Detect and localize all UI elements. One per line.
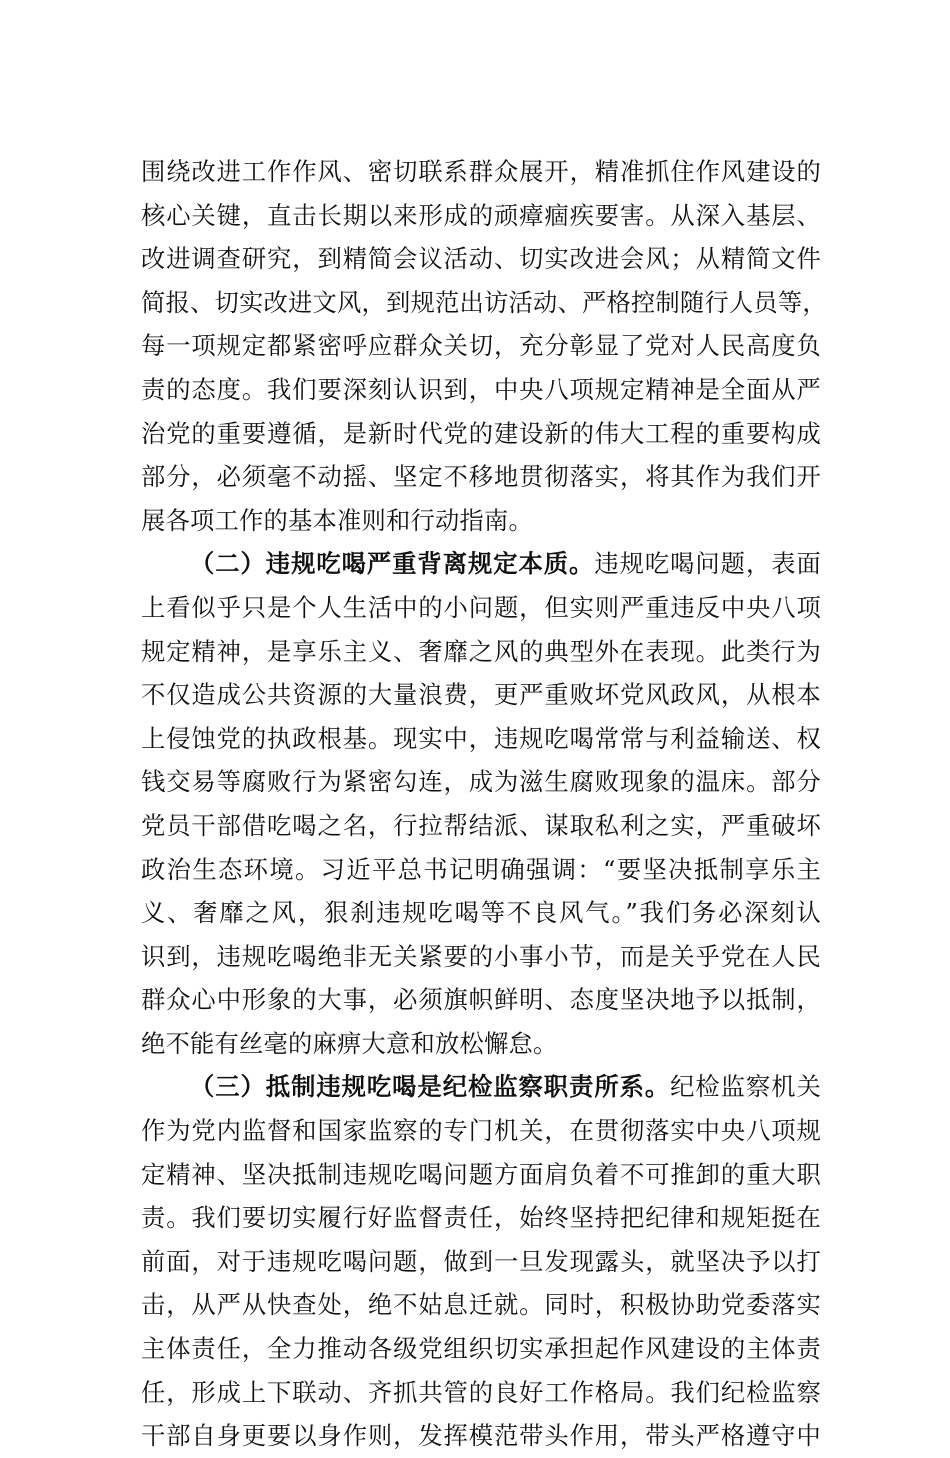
text-line: 部分，必须毫不动摇、坚定不移地贯彻落实，将其作为我们开	[141, 462, 821, 492]
text-line: 上看似乎只是个人生活中的小问题，但实则严重违反中央八项	[141, 592, 821, 622]
text-line: 绝不能有丝毫的麻痹大意和放松懈怠。	[141, 1028, 558, 1058]
text-line: 不仅造成公共资源的大量浪费，更严重败坏党风政风，从根本	[141, 680, 821, 710]
paragraph-first-line	[141, 1065, 821, 1109]
text-line: 简报、切实改进文风，到规范出访活动、严格控制随行人员等，	[141, 287, 827, 317]
paragraph-2	[141, 542, 821, 1065]
text-line: 击，从严从快查处，绝不姑息迁就。同时，积极协助党委落实	[141, 1290, 821, 1320]
text-line: 上侵蚀党的执政根基。现实中，违规吃喝常常与利益输送、权	[141, 723, 821, 753]
paragraph-1	[141, 150, 827, 542]
text-run: 纪检监察机关	[670, 1072, 821, 1102]
text-line: 规定精神，是享乐主义、奢靡之风的典型外在表现。此类行为	[141, 636, 821, 666]
section-heading: （三）抵制违规吃喝是纪检监察职责所系。	[190, 1072, 671, 1102]
text-line: 围绕改进工作作风、密切联系群众展开，精准抓住作风建设的	[141, 157, 821, 186]
text-line: 改进调查研究，到精简会议活动、切实改进会风；从精简文件	[141, 244, 821, 274]
text-line: 定精神、坚决抵制违规吃喝问题方面肩负着不可推卸的重大职	[141, 1159, 821, 1189]
text-line: 前面，对于违规吃喝问题，做到一旦发现露头，就坚决予以打	[141, 1246, 821, 1276]
text-line: 核心关键，直击长期以来形成的顽瘴痼疾要害。从深入基层、	[141, 200, 821, 230]
text-line: 责的态度。我们要深刻认识到，中央八项规定精神是全面从严	[141, 374, 821, 404]
text-line: 责。我们要切实履行好监督责任，始终坚持把纪律和规矩挺在	[141, 1203, 821, 1233]
text-line: 展各项工作的基本准则和行动指南。	[141, 505, 533, 535]
text-line: 主体责任，全力推动各级党组织切实承担起作风建设的主体责	[141, 1334, 821, 1364]
text-run: 违规吃喝问题，表面	[594, 549, 821, 579]
text-line: 义、奢靡之风，狠刹违规吃喝等不良风气。”我们务必深刻认	[141, 898, 821, 928]
text-line: 作为党内监督和国家监察的专门机关，在贯彻落实中央八项规	[141, 1116, 821, 1146]
paragraph-3	[141, 1065, 821, 1457]
text-line: 群众心中形象的大事，必须旗帜鲜明、态度坚决地予以抵制，	[141, 985, 821, 1015]
text-line: 每一项规定都紧密呼应群众关切，充分彰显了党对人民高度负	[141, 331, 821, 361]
document-body	[141, 150, 827, 1458]
text-line: 识到，违规吃喝绝非无关紧要的小事小节，而是关乎党在人民	[141, 941, 821, 971]
text-line: 任，形成上下联动、齐抓共管的良好工作格局。我们纪检监察	[141, 1377, 821, 1407]
text-line: 钱交易等腐败行为紧密勾连，成为滋生腐败现象的温床。部分	[141, 767, 821, 797]
paragraph-first-line	[141, 542, 821, 586]
text-line: 党员干部借吃喝之名，行拉帮结派、谋取私利之实，严重破坏	[141, 810, 821, 840]
section-heading: （二）违规吃喝严重背离规定本质。	[190, 549, 595, 579]
text-line: 政治生态环境。习近平总书记明确强调：“要坚决抵制享乐主	[141, 854, 821, 884]
text-line: 干部自身更要以身作则，发挥模范带头作用，带头严格遵守中	[141, 1421, 821, 1451]
text-line: 治党的重要遵循，是新时代党的建设新的伟大工程的重要构成	[141, 418, 821, 448]
